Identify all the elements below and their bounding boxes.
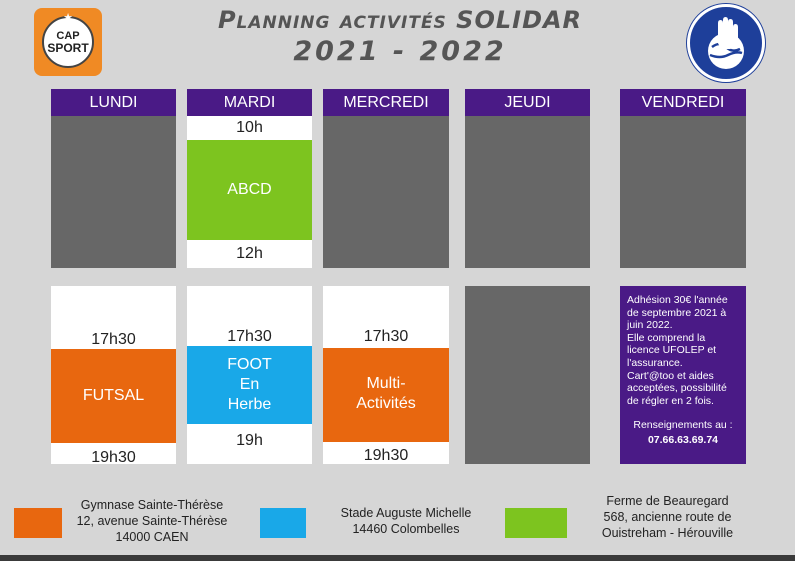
header-mercredi: MERCREDI (323, 89, 449, 116)
header-vendredi: VENDREDI (620, 89, 746, 116)
mardi-evening-start: 17h30 (227, 328, 272, 345)
phone-number: 07.66.63.69.74 (647, 433, 719, 446)
info-line: juin 2022. (627, 319, 673, 332)
legend-line: Stade Auguste Michelle (340, 506, 472, 520)
logo-star-icon: ★ (63, 12, 73, 24)
info-line: Adhésion 30€ l'année (627, 294, 728, 306)
activity-line: En (239, 376, 260, 393)
mercredi-evening-block (323, 286, 449, 464)
legend-line: 14460 Colombelles (352, 522, 460, 536)
legend-line: 14000 CAEN (115, 530, 189, 544)
header-mardi: MARDI (187, 89, 312, 116)
legend-line: 12, avenue Sainte-Thérèse (76, 514, 228, 528)
cap-sport-logo (34, 8, 102, 76)
legend-ferme (580, 493, 755, 541)
lundi-evening-start: 17h30 (91, 331, 136, 348)
activity-line: Multi- (366, 375, 406, 392)
info-line: l'assurance. (627, 356, 683, 369)
logo-text-top: CAP (56, 30, 80, 42)
membership-info-box (620, 286, 746, 464)
activity-line: FOOT (227, 356, 272, 373)
mardi-evening-block (187, 286, 312, 464)
legend-line: 568, ancienne route de (603, 510, 732, 524)
renseignements-label: Renseignements au : (633, 419, 733, 432)
mardi-evening-end: 19h (236, 432, 263, 449)
info-line: de régler en 2 fois. (627, 394, 714, 407)
header-jeudi: JEUDI (465, 89, 590, 116)
mercredi-evening-end: 19h30 (363, 447, 409, 464)
activity-line: Activités (356, 395, 416, 412)
header-lundi: LUNDI (51, 89, 176, 116)
legend-line: Ferme de Beauregard (606, 494, 729, 508)
legend-swatch-orange (14, 508, 62, 538)
page-subtitle-years: 2021 - 2022 (293, 36, 507, 67)
mercredi-morning-empty (323, 116, 449, 268)
legend-line: Gymnase Sainte-Thérèse (80, 498, 224, 512)
legend-gymnase (62, 497, 242, 545)
info-line: acceptées, possibilité (627, 382, 727, 395)
mercredi-multi-activites-activity (323, 348, 449, 442)
legend-stade (321, 505, 491, 537)
legend-swatch-blue (260, 508, 306, 538)
jeudi-morning-empty (465, 116, 590, 268)
legend-swatch-green (505, 508, 567, 538)
activity-line: Herbe (227, 396, 272, 413)
lundi-evening-end: 19h30 (91, 449, 136, 466)
info-line: Elle comprend la (627, 331, 706, 344)
vendredi-morning-empty (620, 116, 746, 268)
info-line: licence UFOLEP et (627, 344, 717, 357)
legend-line: Ouistreham - Hérouville (601, 526, 734, 540)
lundi-futsal-activity: FUTSAL (51, 349, 176, 443)
globe-hand-icon (690, 7, 762, 79)
mardi-morning-end: 12h (187, 240, 312, 268)
info-line: de septembre 2021 à (627, 306, 727, 319)
info-line: Cart'@too et aides (627, 369, 714, 382)
mardi-morning-start: 10h (187, 116, 312, 140)
solidar-logo (687, 4, 765, 82)
page-title: Planning activités SOLIDAR (217, 6, 583, 34)
lundi-evening-block (51, 286, 176, 464)
mardi-foot-en-herbe-activity (187, 346, 312, 424)
jeudi-evening-empty (465, 286, 590, 464)
lundi-morning-empty (51, 116, 176, 268)
mercredi-evening-start: 17h30 (363, 328, 409, 345)
bottom-border (0, 555, 795, 561)
mardi-abcd-activity: ABCD (187, 140, 312, 240)
logo-text-bottom: SPORT (47, 41, 89, 55)
